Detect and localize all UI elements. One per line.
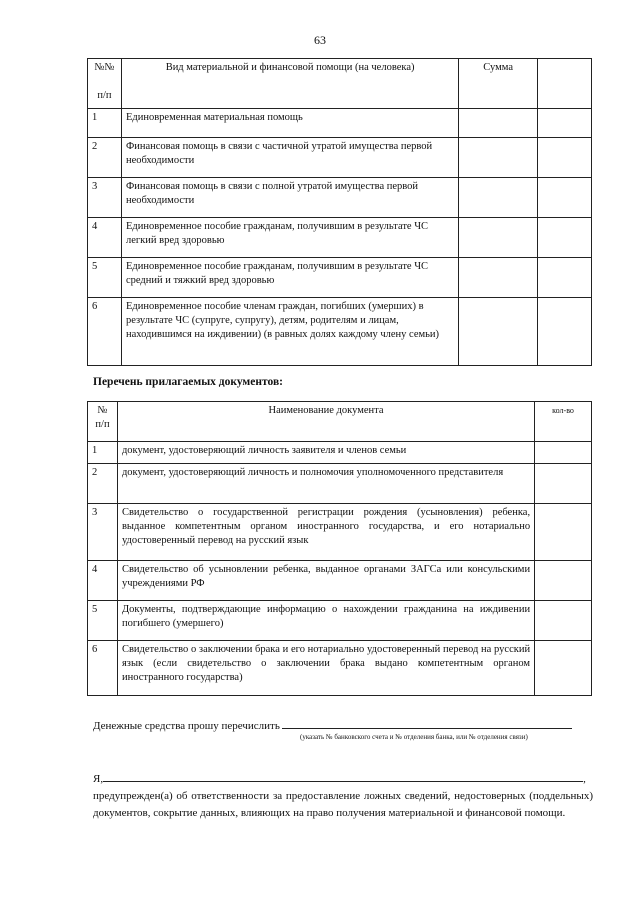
table-row xyxy=(88,504,592,561)
aid-row-extra xyxy=(538,138,592,178)
docs-row-qty xyxy=(535,464,592,504)
table-row xyxy=(88,464,592,504)
aid-row-text: Единовременное пособие гражданам, получившим в результате ЧС средний и тяжкий вред здоровью xyxy=(121,258,458,298)
table-row xyxy=(88,178,592,218)
aid-row-num: 2 xyxy=(88,138,122,178)
docs-row-text: Документы, подтверждающие информацию о нахождении гражданина на иждивении погибшего (умершего) xyxy=(117,601,534,641)
docs-row-num: 1 xyxy=(88,442,118,464)
aid-header-type: Вид материальной и финансовой помощи (на человека) xyxy=(121,59,458,109)
docs-row-qty xyxy=(535,442,592,464)
aid-row-sum xyxy=(459,218,538,258)
aid-row-num: 5 xyxy=(88,258,122,298)
transfer-hint: (указать № банковского счета и № отделения банка, или № отделения связи) xyxy=(300,733,528,741)
docs-row-qty xyxy=(535,601,592,641)
aid-row-extra xyxy=(538,109,592,138)
aid-row-num: 1 xyxy=(88,109,122,138)
aid-row-extra xyxy=(538,298,592,366)
ya-trailing: , xyxy=(583,773,586,785)
docs-row-num: 6 xyxy=(88,641,118,696)
docs-row-text: Свидетельство об усыновлении ребенка, выданное органами ЗАГСа или консульскими учреждениями РФ xyxy=(117,561,534,601)
docs-row-text: Свидетельство о заключении брака и его нотариально удостоверенный перевод на русский язык (если свидетельство о заключении брака выдано компетентным органом иностранного государства) xyxy=(117,641,534,696)
aid-header-num: №№ п/п xyxy=(88,59,122,109)
aid-header-sum: Сумма xyxy=(459,59,538,109)
table-row xyxy=(88,298,592,366)
aid-row-extra xyxy=(538,258,592,298)
aid-row-text: Финансовая помощь в связи с полной утратой имущества первой необходимости xyxy=(121,178,458,218)
liability-warning: предупрежден(а) об ответственности за предоставление ложных сведений, недостоверных (поддельных) документов, сокрытие данных, влияющих на право получения материальной и финансовой помощи. xyxy=(93,790,593,819)
table-row xyxy=(88,641,592,696)
aid-table xyxy=(87,58,592,366)
transfer-line xyxy=(93,717,593,732)
docs-row-text: Свидетельство о государственной регистрации рождения (усыновления) ребенка, выданное компетентным органом иностранного государства, и его нотариально удостоверенный перевод на русский язык xyxy=(117,504,534,561)
aid-row-num: 4 xyxy=(88,218,122,258)
docs-row-num: 2 xyxy=(88,464,118,504)
table-row xyxy=(88,218,592,258)
aid-row-extra xyxy=(538,178,592,218)
docs-header-name: Наименование документа xyxy=(117,402,534,442)
ya-label: Я, xyxy=(93,773,104,785)
aid-row-sum xyxy=(459,178,538,218)
docs-row-num: 4 xyxy=(88,561,118,601)
transfer-blank-field[interactable] xyxy=(282,717,572,729)
aid-row-extra xyxy=(538,218,592,258)
ya-line xyxy=(93,770,593,785)
aid-row-sum xyxy=(459,138,538,178)
docs-header-num: № п/п xyxy=(88,402,118,442)
table-row xyxy=(88,442,592,464)
docs-row-qty xyxy=(535,641,592,696)
docs-row-text: документ, удостоверяющий личность заявителя и членов семьи xyxy=(117,442,534,464)
table-row xyxy=(88,109,592,138)
table-row xyxy=(88,138,592,178)
transfer-label: Денежные средства прошу перечислить xyxy=(93,720,280,732)
docs-row-qty xyxy=(535,504,592,561)
name-blank-field[interactable] xyxy=(103,770,583,782)
aid-row-sum xyxy=(459,109,538,138)
documents-table xyxy=(87,401,592,696)
table-row xyxy=(88,601,592,641)
aid-row-num: 3 xyxy=(88,178,122,218)
docs-row-text: документ, удостоверяющий личность и полномочия уполномоченного представителя xyxy=(117,464,534,504)
page-number: 63 xyxy=(314,33,326,47)
table-row xyxy=(88,258,592,298)
aid-row-text: Единовременная материальная помощь xyxy=(121,109,458,138)
aid-header-extra xyxy=(538,59,592,109)
aid-row-sum xyxy=(459,298,538,366)
aid-row-text: Единовременное пособие гражданам, получившим в результате ЧС легкий вред здоровью xyxy=(121,218,458,258)
aid-row-text: Единовременное пособие членам граждан, погибших (умерших) в результате ЧС (супруге, супругу), детям, родителям и лицам, находившимся на иждивении) (в равных долях каждому члену семьи) xyxy=(121,298,458,366)
docs-row-num: 5 xyxy=(88,601,118,641)
aid-row-sum xyxy=(459,258,538,298)
table-row xyxy=(88,561,592,601)
aid-row-num: 6 xyxy=(88,298,122,366)
docs-row-num: 3 xyxy=(88,504,118,561)
aid-row-text: Финансовая помощь в связи с частичной утратой имущества первой необходимости xyxy=(121,138,458,178)
docs-header-qty: кол-во xyxy=(535,402,592,442)
docs-row-qty xyxy=(535,561,592,601)
documents-title: Перечень прилагаемых документов: xyxy=(93,376,283,388)
